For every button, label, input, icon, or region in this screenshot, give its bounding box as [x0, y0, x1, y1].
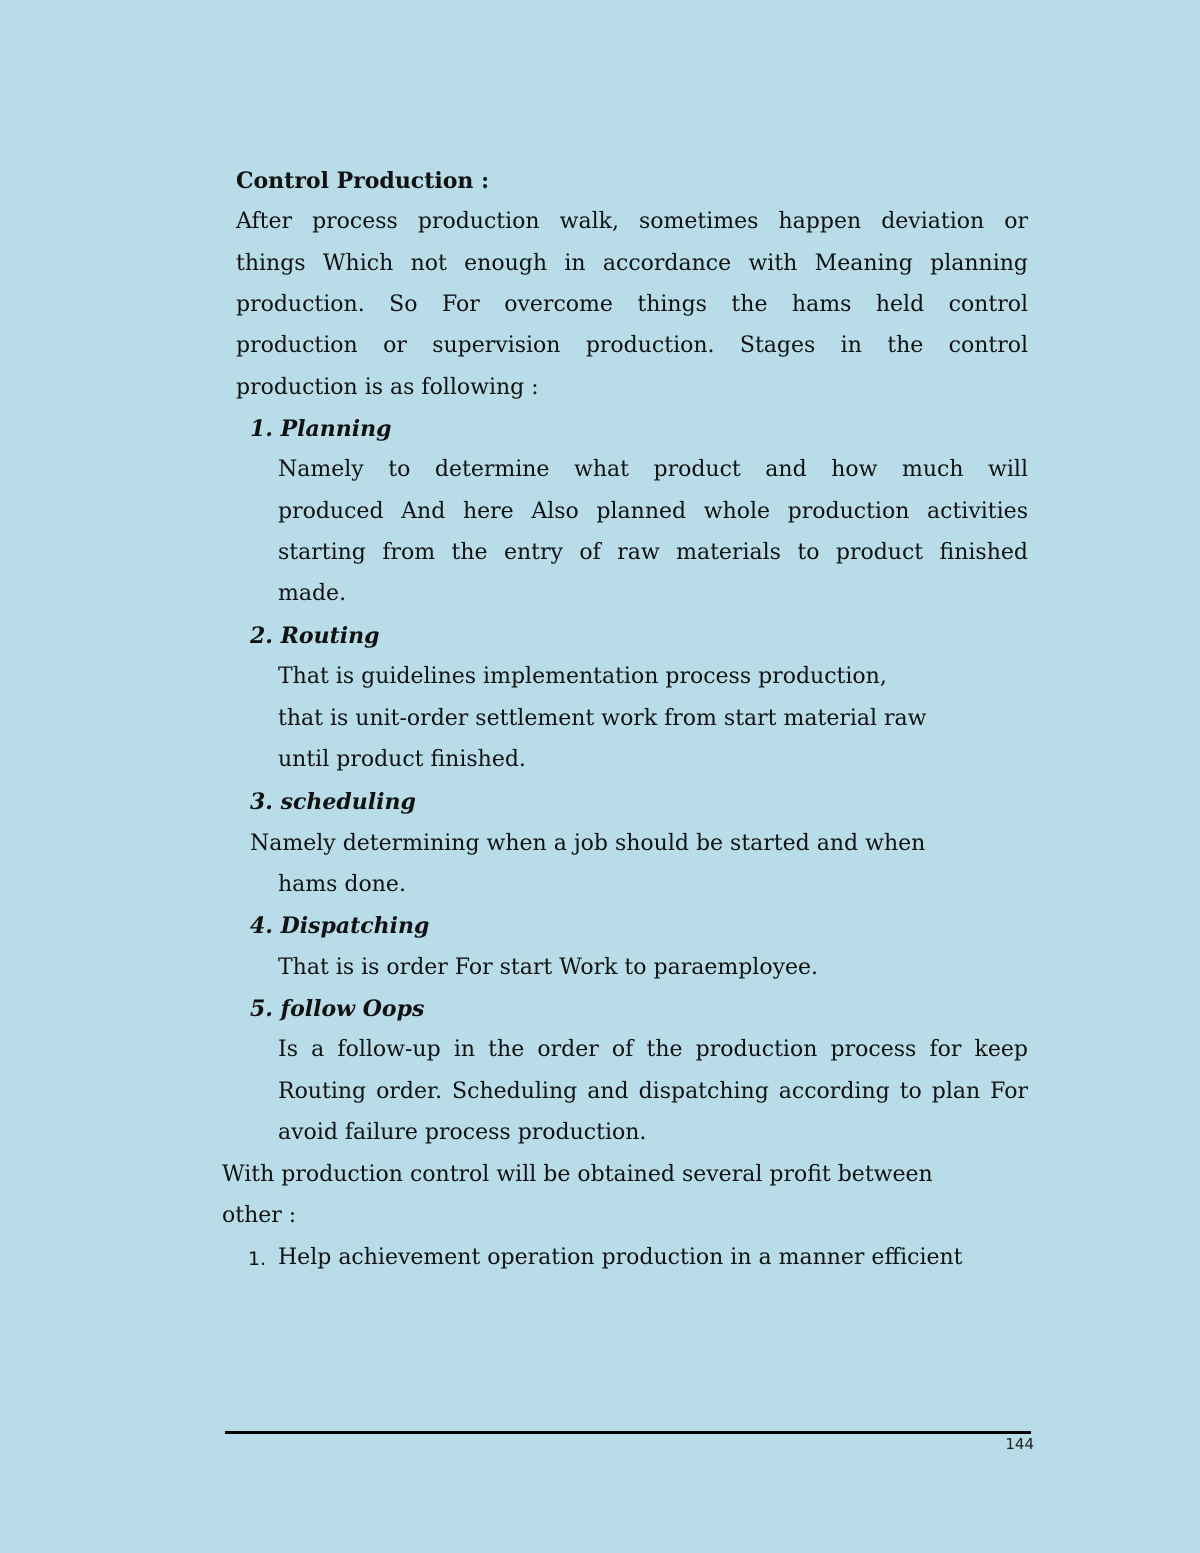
stage-description-line: That is guidelines implementation process production,	[278, 664, 887, 689]
stage-description-line: Routing order. Scheduling and dispatching according to plan For	[278, 1079, 1028, 1104]
section-heading: Control Production :	[236, 168, 490, 194]
benefit-item: Help achievement operation production in a manner efficient	[278, 1245, 963, 1270]
stage-description-line: avoid failure process production.	[278, 1120, 647, 1145]
stage-title: 2. Routing	[250, 623, 380, 649]
stage-description-line: produced And here Also planned whole production activities	[278, 499, 1028, 524]
stage-title: 1. Planning	[250, 416, 392, 442]
footer-divider	[225, 1431, 1031, 1434]
list-number: 1.	[248, 1248, 267, 1270]
stage-title: 5. follow Oops	[250, 996, 425, 1022]
intro-line: production is as following :	[236, 375, 539, 400]
stage-description-line: Namely determining when a job should be started and when	[250, 831, 926, 856]
benefits-intro-line: other :	[222, 1203, 297, 1228]
stage-title: 3. scheduling	[250, 789, 416, 815]
stage-description-line: Is a follow-up in the order of the production process for keep	[278, 1037, 1028, 1062]
stage-description-line: Namely to determine what product and how much will	[278, 457, 1028, 482]
intro-line: After process production walk, sometimes happen deviation or	[236, 209, 1028, 234]
intro-line: production. So For overcome things the hams held control	[236, 292, 1028, 317]
stage-description-line: starting from the entry of raw materials to product finished	[278, 540, 1028, 565]
stage-description-line: made.	[278, 581, 347, 606]
benefits-intro-line: With production control will be obtained several profit between	[222, 1162, 933, 1187]
stage-description-line: That is is order For start Work to paraemployee.	[278, 955, 819, 980]
stage-description-line: that is unit-order settlement work from start material raw	[278, 706, 927, 731]
stage-title: 4. Dispatching	[250, 913, 430, 939]
intro-line: things Which not enough in accordance with Meaning planning	[236, 251, 1028, 276]
stage-description-line: until product finished.	[278, 747, 526, 772]
intro-line: production or supervision production. Stages in the control	[236, 333, 1028, 358]
stage-description-line: hams done.	[278, 872, 406, 897]
page-number: 144	[1005, 1435, 1034, 1453]
